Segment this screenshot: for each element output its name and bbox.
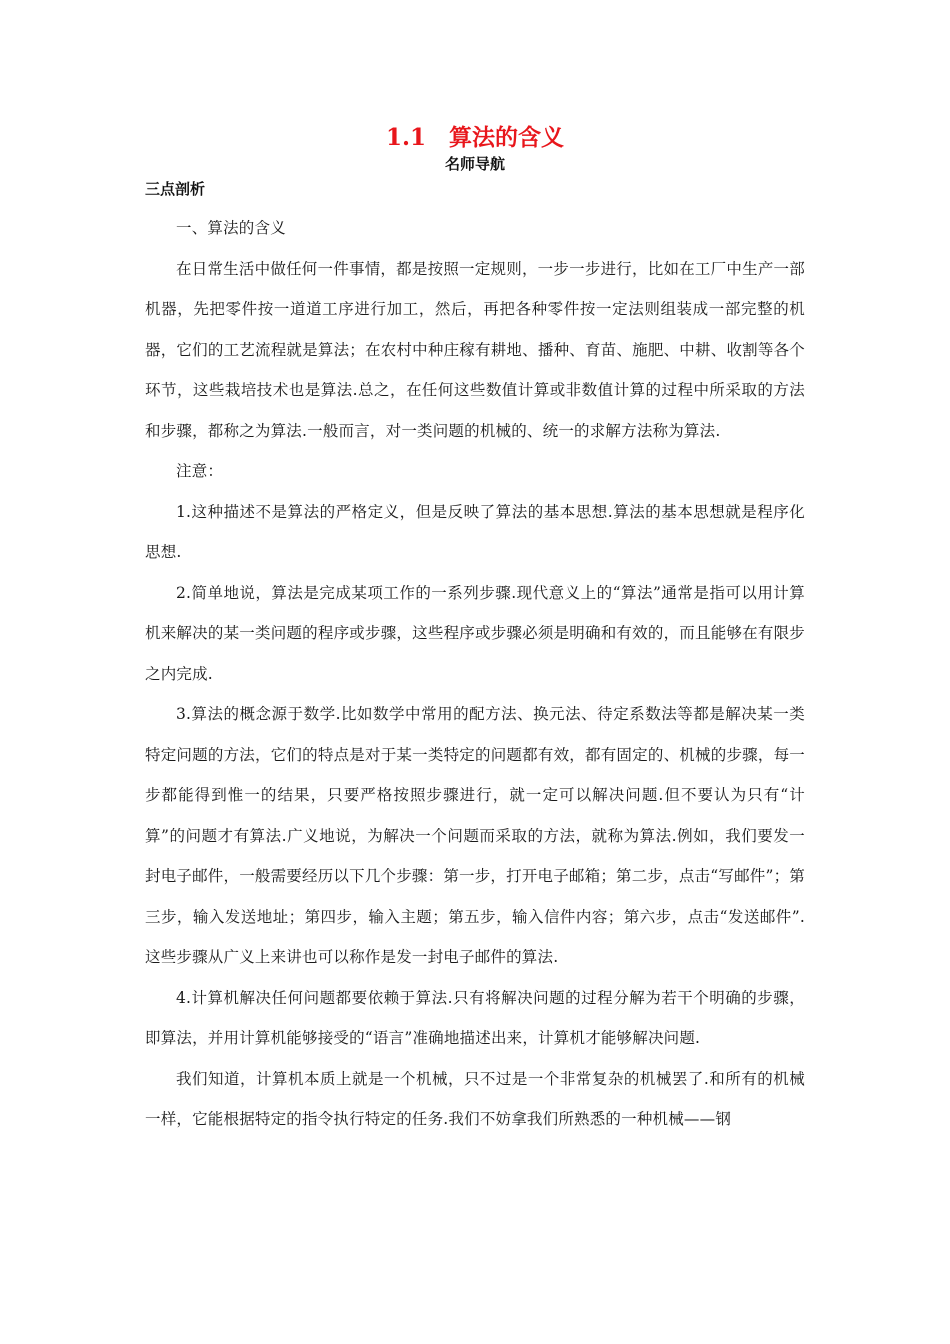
note-item-2: 2.简单地说，算法是完成某项工作的一系列步骤.现代意义上的“算法”通常是指可以用计算机来解决的某一类问题的程序或步骤，这些程序或步骤必须是明确和有效的，而且能够在有限步之内完成. [145,583,805,683]
note-label: 注意： [176,462,224,480]
paragraph-machine: 我们知道，计算机本质上就是一个机械，只不过是一个非常复杂的机械罢了.和所有的机械一样，它能根据特定的指令执行特定的任务.我们不妨拿我们所熟悉的一种机械——钢 [145,1069,805,1128]
body-text [145,208,805,1140]
page-title: 1.1 算法的含义 [385,124,564,151]
paragraph-intro: 在日常生活中做任何一件事情，都是按照一定规则，一步一步进行，比如在工厂中生产一部机器，先把零件按一道道工序进行加工，然后，再把各种零件按一定法则组装成一部完整的机器，它们的工艺流程就是算法；在农村中种庄稼有耕地、播种、育苗、施肥、中耕、收割等各个环节，这些栽培技术也是算法.总之，在任何这些数值计算或非数值计算的过程中所采取的方法和步骤，都称之为算法.一般而言，对一类问题的机械的、统一的求解方法称为算法. [145,259,805,440]
note-item-1: 1.这种描述不是算法的严格定义，但是反映了算法的基本思想.算法的基本思想就是程序化思想. [145,502,805,561]
note-item-3: 3.算法的概念源于数学.比如数学中常用的配方法、换元法、待定系数法等都是解决某一类特定问题的方法，它们的特点是对于某一类特定的问题都有效，都有固定的、机械的步骤，每一步都能得到惟一的结果，只要严格按照步骤进行，就一定可以解决问题.但不要认为只有“计算”的问题才有算法.广义地说，为解决一个问题而采取的方法，就称为算法.例如，我们要发一封电子邮件，一般需要经历以下几个步骤：第一步，打开电子邮箱；第二步，点击“写邮件”；第三步，输入发送地址；第四步，输入主题；第五步，输入信件内容；第六步，点击“发送邮件”.这些步骤从广义上来讲也可以称作是发一封电子邮件的算法. [145,705,805,966]
section-heading: 三点剖析 [145,180,206,198]
page-subtitle: 名师导航 [444,155,505,173]
note-item-4: 4.计算机解决任何问题都要依赖于算法.只有将解决问题的过程分解为若干个明确的步骤，即算法，并用计算机能够接受的“语言”准确地描述出来，计算机才能够解决问题. [145,988,805,1047]
heading-algorithm-meaning: 一、算法的含义 [176,219,286,237]
